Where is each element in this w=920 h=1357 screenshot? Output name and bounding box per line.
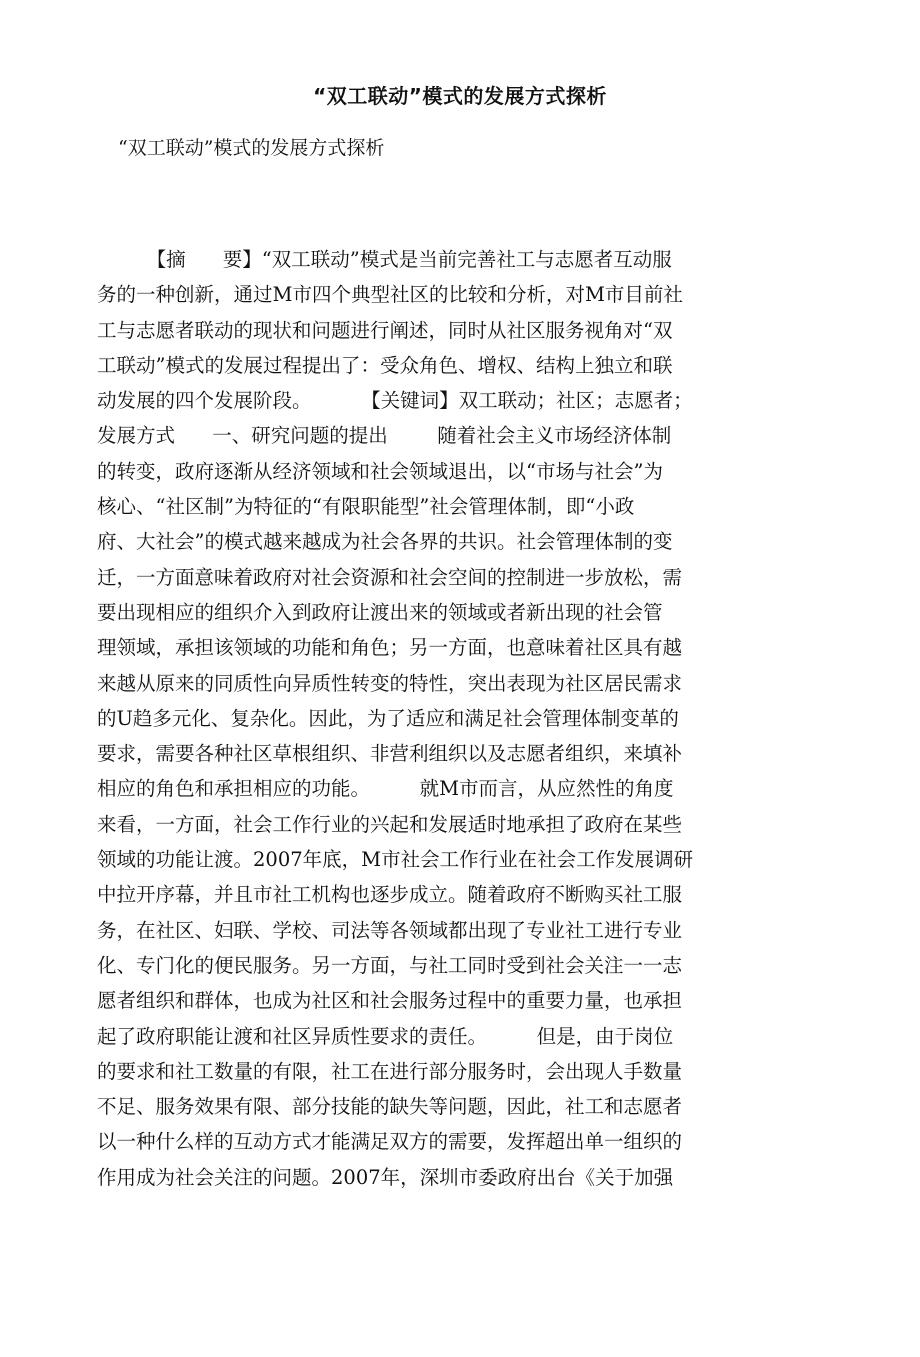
text-line: 以一种什么样的互动方式才能满足双方的需要，发挥超出单一组织的	[97, 1130, 683, 1154]
text-line: 理领域，承担该领域的功能和角色；另一方面，也意味着社区具有越	[97, 636, 683, 660]
text-line: 务的一种创新，通过M市四个典型社区的比较和分析，对M市目前社	[97, 283, 683, 307]
text-line: 来看，一方面，社会工作行业的兴起和发展适时地承担了政府在某些	[97, 812, 683, 836]
text-line: 领域的功能让渡。2007年底，M市社会工作行业在社会工作发展调研	[97, 848, 694, 872]
document-subtitle: “双工联动”模式的发展方式探析	[118, 137, 385, 159]
text-line: 的转变，政府逐渐从经济领域和社会领域退出，以“市场与社会”为	[97, 459, 663, 483]
text-line: 府、大社会”的模式越来越成为社会各界的共识。社会管理体制的变	[97, 530, 673, 554]
text-line: 不足、服务效果有限、部分技能的缺失等问题，因此，社工和志愿者	[97, 1095, 683, 1119]
text-line: 要出现相应的组织介入到政府让渡出来的领域或者新出现的社会管	[97, 600, 663, 624]
body-text	[97, 242, 837, 1195]
text-line: 【摘 要】“双工联动”模式是当前完善社工与志愿者互动服	[97, 248, 672, 271]
text-line: 作用成为社会关注的问题。2007年，深圳市委政府出台《关于加强	[97, 1165, 674, 1189]
text-line: 的U趋多元化、复杂化。因此，为了适应和满足社会管理体制变革的	[97, 706, 679, 730]
text-line: 起了政府职能让渡和社区异质性要求的责任。 但是，由于岗位	[97, 1024, 674, 1048]
text-line: 愿者组织和群体，也成为社区和社会服务过程中的重要力量，也承担	[97, 989, 683, 1013]
text-line: 核心、“社区制”为特征的“有限职能型”社会管理体制，即“小政	[97, 495, 635, 519]
text-line: 中拉开序幕，并且市社工机构也逐步成立。随着政府不断购买社工服	[97, 883, 683, 907]
text-line: 工联动”模式的发展过程提出了：受众角色、增权、结构上独立和联	[97, 353, 673, 377]
text-line: 迁，一方面意味着政府对社会资源和社会空间的控制进一步放松，需	[97, 565, 683, 589]
text-line: 化、专门化的便民服务。另一方面，与社工同时受到社会关注一一志	[97, 953, 683, 977]
text-line: 发展方式 一、研究问题的提出 随着社会主义市场经济体制	[97, 424, 672, 448]
text-line: 务，在社区、妇联、学校、司法等各领域都出现了专业社工进行专业	[97, 918, 683, 942]
document-title: “双工联动”模式的发展方式探析	[313, 84, 607, 108]
text-line: 相应的角色和承担相应的功能。 就M市而言，从应然性的角度	[97, 777, 674, 801]
text-line: 工与志愿者联动的现状和问题进行阐述，同时从社区服务视角对“双	[97, 318, 673, 342]
text-line: 来越从原来的同质性向异质性转变的特性，突出表现为社区居民需求	[97, 671, 683, 695]
text-line: 动发展的四个发展阶段。 【关键词】双工联动；社区；志愿者；	[97, 389, 693, 413]
text-line: 要求，需要各种社区草根组织、非营利组织以及志愿者组织，来填补	[97, 742, 683, 766]
text-line: 的要求和社工数量的有限，社工在进行部分服务时，会出现人手数量	[97, 1059, 683, 1083]
